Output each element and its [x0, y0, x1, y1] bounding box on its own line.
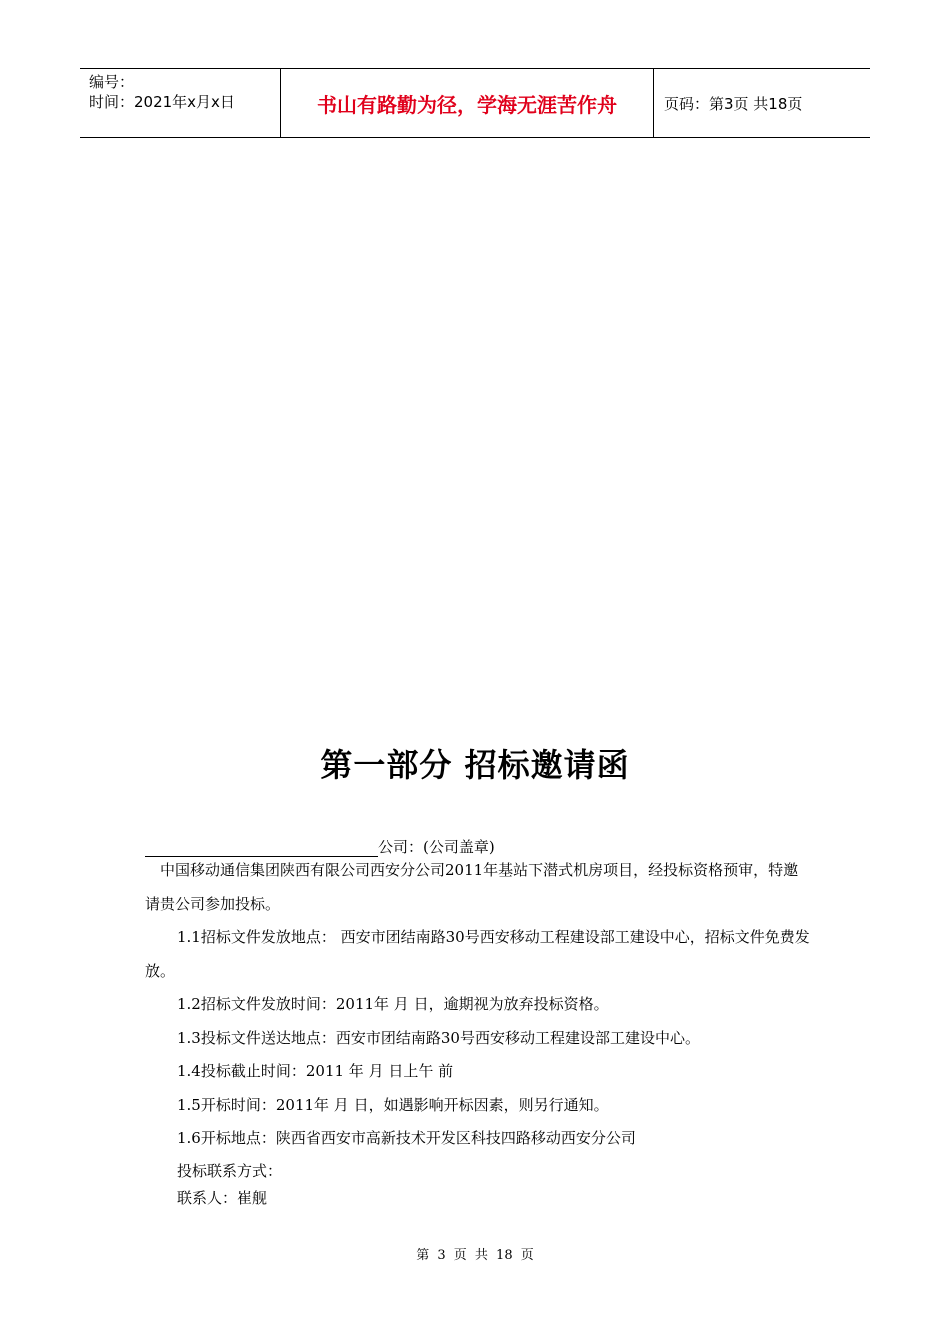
- time-label: 时间：2021年x月x日: [89, 93, 235, 111]
- page-footer: 第 3 页 共 18 页: [416, 1248, 534, 1263]
- paragraph-1-1: 1.1招标文件发放地点： 西安市团结南路30号西安移动工程建设部工建设中心，招标文件免费发放。: [145, 928, 810, 980]
- page-header: [80, 68, 870, 138]
- header-meta-cell: [80, 69, 281, 137]
- contact-person: 联系人：崔舰: [177, 1189, 268, 1207]
- document-title: 第一部分 招标邀请函: [320, 746, 630, 784]
- intro-paragraph: 中国移动通信集团陕西有限公司西安分公司2011年基站下潜式机房项目，经投标资格预审，特邀请贵公司参加投标。: [145, 861, 799, 913]
- company-suffix: 公司：(公司盖章): [378, 838, 495, 856]
- paragraph-1-4: 1.4投标截止时间：2011 年 月 日上午 前: [177, 1062, 454, 1080]
- paragraph-1-2: 1.2招标文件发放时间：2011年 月 日，逾期视为放弃投标资格。: [177, 995, 609, 1013]
- header-motto: 书山有路勤为径，学海无涯苦作舟: [281, 69, 654, 137]
- number-label: 编号：: [89, 73, 135, 91]
- paragraph-1-3: 1.3投标文件送达地点：西安市团结南路30号西安移动工程建设部工建设中心。: [177, 1029, 700, 1047]
- paragraph-1-6: 1.6开标地点：陕西省西安市高新技术开发区科技四路移动西安分公司: [177, 1129, 636, 1147]
- paragraph-1-5: 1.5开标时间：2011年 月 日，如遇影响开标因素，则另行通知。: [177, 1096, 609, 1114]
- header-page-info: 页码：第3页 共18页: [664, 94, 803, 113]
- contact-label: 投标联系方式：: [177, 1162, 283, 1180]
